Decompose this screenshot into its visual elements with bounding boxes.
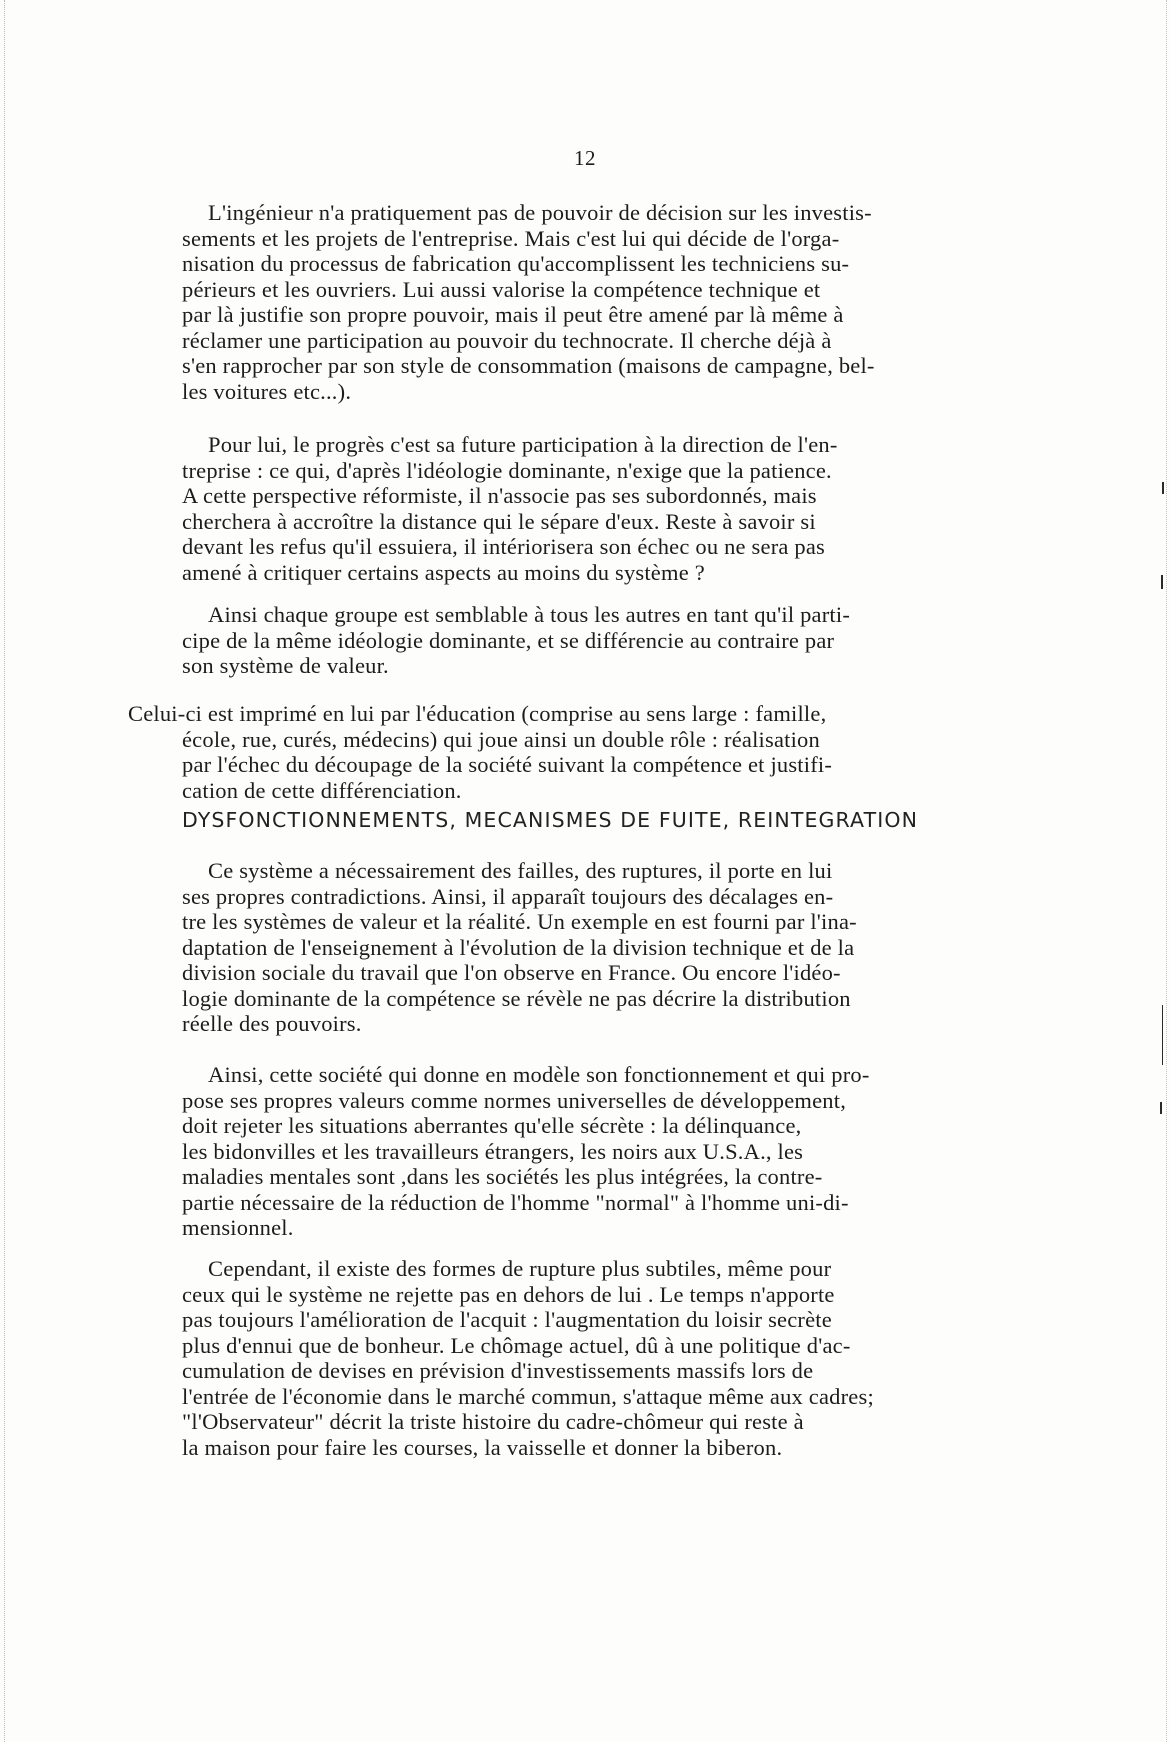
text-line: l'entrée de l'économie dans le marché commun, s'attaque même aux cadres; [182,1383,874,1409]
text-line: cipe de la même idéologie dominante, et se différencie au contraire par [182,627,835,653]
section-heading: DYSFONCTIONNEMENTS, MECANISMES DE FUITE, REINTEGRATION [182,808,919,832]
paragraph [128,701,832,803]
text-line: pas toujours l'amélioration de l'acquit : l'augmentation du loisir secrète [182,1307,832,1332]
text-line: périeurs et les ouvriers. Lui aussi valorise la compétence technique et [182,276,821,302]
paragraph [182,432,838,585]
scan-edge-right [1166,0,1167,1742]
text-line: amené à critiquer certains aspects au moins du système ? [182,559,705,585]
text-line: Ce système a nécessairement des failles, des ruptures, il porte en lui [208,858,833,883]
text-line: division sociale du travail que l'on observe en France. Ou encore l'idéo- [182,960,841,985]
text-line: ses propres contradictions. Ainsi, il apparaît toujours des décalages en- [182,883,834,909]
text-line: "l'Observateur" décrit la triste histoire du cadre-chômeur qui reste à [182,1409,804,1434]
paragraph [182,858,857,1037]
text-line: logie dominante de la compétence se révèle ne pas décrire la distribution [182,985,851,1011]
text-line: la maison pour faire les courses, la vaisselle et donner la biberon. [182,1434,783,1460]
text-line: nisation du processus de fabrication qu'accomplissent les techniciens su- [182,251,850,276]
text-line: ceux qui le système ne rejette pas en dehors de lui . Le temps n'apporte [182,1281,835,1307]
paragraph [182,1256,874,1460]
text-line: maladies mentales sont ,dans les sociétés les plus intégrées, la contre- [182,1164,823,1189]
text-line: L'ingénieur n'a pratiquement pas de pouvoir de décision sur les investis- [208,200,872,225]
paragraph [182,1062,870,1241]
text-line: par l'échec du découpage de la société suivant la compétence et justifi- [182,752,833,777]
text-line: les voitures etc...). [182,378,352,404]
paragraph [182,602,850,679]
text-line: son système de valeur. [182,653,389,678]
text-line: mensionnel. [182,1215,294,1240]
text-line: partie nécessaire de la réduction de l'homme "normal" à l'homme uni-di- [182,1189,849,1215]
text-line: tre les systèmes de valeur et la réalité. Un exemple en est fourni par l'ina- [182,909,857,934]
text-line: réelle des pouvoirs. [182,1011,362,1036]
text-line: treprise : ce qui, d'après l'idéologie dominante, n'exige que la patience. [182,457,832,483]
scan-edge-left [4,0,5,1742]
text-line: Ainsi, cette société qui donne en modèle son fonctionnement et qui pro- [208,1062,870,1087]
scan-mark [1160,1102,1162,1114]
text-line: doit rejeter les situations aberrantes qu'elle sécrète : la délinquance, [182,1113,802,1138]
text-line: réclamer une participation au pouvoir du technocrate. Il cherche déjà à [182,327,832,353]
scan-mark [1162,1005,1163,1065]
text-line: cation de cette différenciation. [182,777,462,803]
text-line: cumulation de devises en prévision d'investissements massifs lors de [182,1358,814,1383]
text-line: Ainsi chaque groupe est semblable à tous les autres en tant qu'il parti- [208,602,851,627]
text-line: sements et les projets de l'entreprise. Mais c'est lui qui décide de l'orga- [182,225,840,251]
text-line: s'en rapprocher par son style de consommation (maisons de campagne, bel- [182,353,875,378]
text-line: Celui-ci est imprimé en lui par l'éducation (comprise au sens large : famille, [128,701,827,726]
text-line: les bidonvilles et les travailleurs étrangers, les noirs aux U.S.A., les [182,1138,804,1164]
scan-mark [1162,482,1164,494]
text-line: A cette perspective réformiste, il n'associe pas ses subordonnés, mais [182,483,817,508]
text-line: daptation de l'enseignement à l'évolution de la division technique et de la [182,934,855,960]
text-line: pose ses propres valeurs comme normes universelles de développement, [182,1087,847,1113]
page-number: 12 [574,146,596,170]
text-line: cherchera à accroître la distance qui le sépare d'eux. Reste à savoir si [182,508,816,534]
text-line: Cependant, il existe des formes de rupture plus subtiles, même pour [208,1256,832,1281]
paragraph [182,200,875,404]
scan-mark [1161,575,1163,589]
text-line: école, rue, curés, médecins) qui joue ainsi un double rôle : réalisation [182,726,820,752]
text-line: par là justifie son propre pouvoir, mais il peut être amené par là même à [182,302,844,327]
text-line: plus d'ennui que de bonheur. Le chômage actuel, dû à une politique d'ac- [182,1332,851,1358]
text-line: devant les refus qu'il essuiera, il intériorisera son échec ou ne sera pas [182,534,825,559]
text-line: Pour lui, le progrès c'est sa future participation à la direction de l'en- [208,432,838,457]
